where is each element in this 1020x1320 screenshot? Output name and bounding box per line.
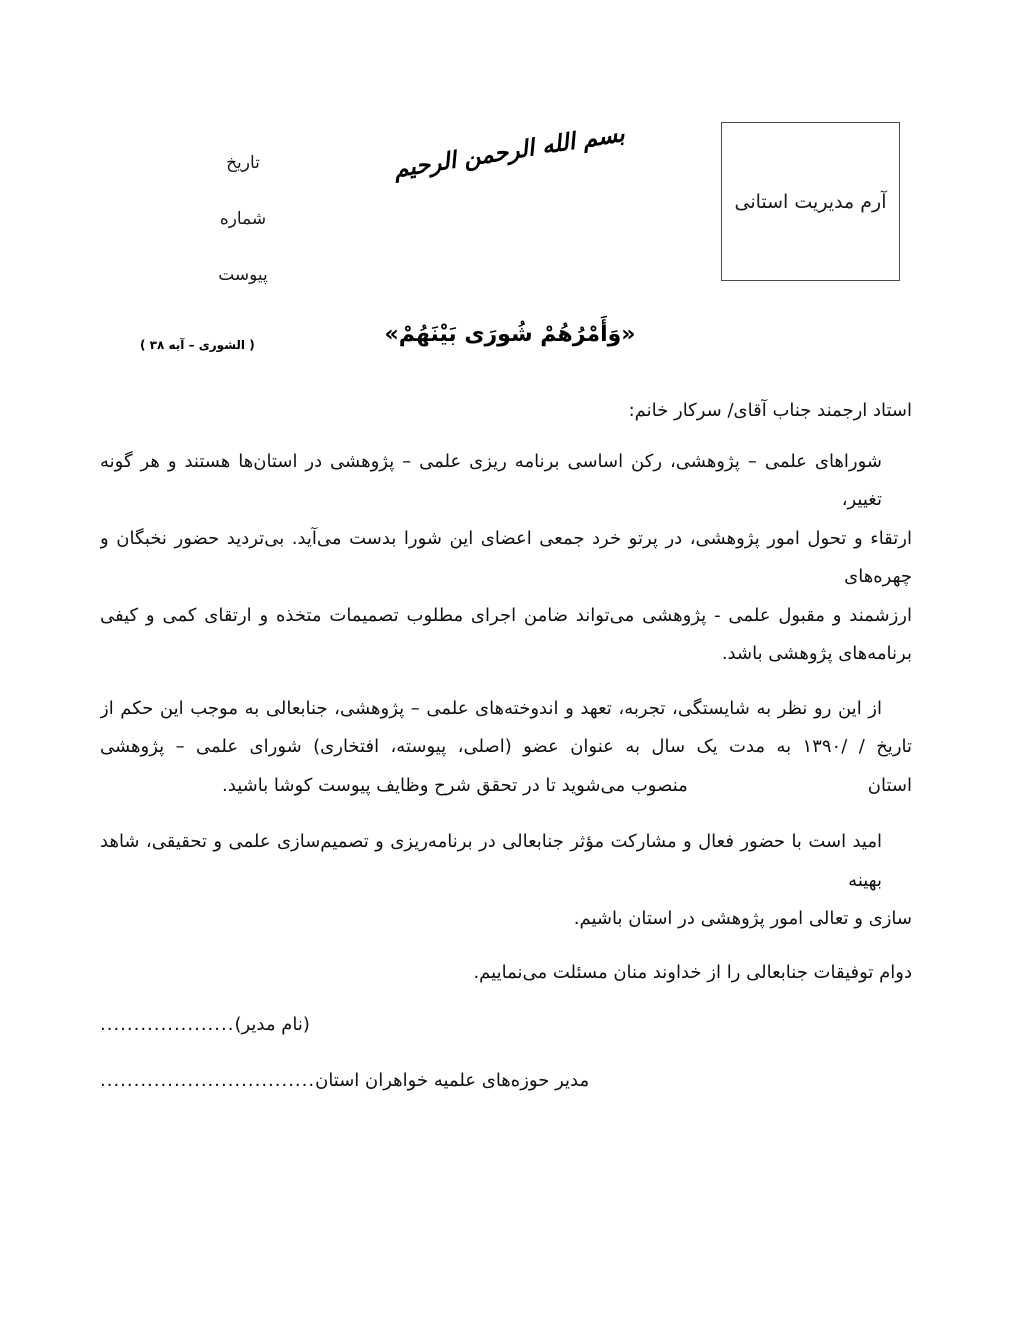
signature-title-label: مدیر حوزه‌های علمیه خواهران استان bbox=[315, 1069, 590, 1091]
signature-dots: ................................ bbox=[100, 1069, 316, 1091]
paragraph-hope bbox=[100, 823, 912, 939]
signature-name-label: (نام مدیر) bbox=[234, 1014, 310, 1035]
paragraph-councils bbox=[100, 443, 912, 674]
signature-name-line bbox=[100, 1006, 912, 1045]
date-label: تاریخ bbox=[226, 153, 260, 173]
paragraph-line: امید است با حضور فعال و مشارکت مؤثر جنابعالی در برنامه‌ریزی و تصمیم‌سازی علمی و تحقیقی، شاهد بهینه bbox=[100, 831, 882, 891]
paragraph-line: شوراهای علمی – پژوهشی، رکن اساسی برنامه ریزی علمی – پژوهشی در استان‌ها هستند و هر گونه تغییر، bbox=[100, 450, 882, 510]
appointment-text: منصوب می‌شوید تا در تحقق شرح وظایف پیوست کوشا باشید. bbox=[222, 774, 688, 796]
paragraph-line: ارزشمند و مقبول علمی - پژوهشی می‌تواند ضامن اجرای مطلوب تصمیمات متخذه و ارتقای کمی و کیفی bbox=[100, 604, 912, 626]
paragraph-line: تاریخ / /۱۳۹۰ به مدت یک سال به عنوان عضو (اصلی، پیوسته، افتخاری) شورای علمی – پژوهشی bbox=[100, 736, 912, 757]
bismillah-calligraphy: بسم الله الرحمن الرحیم bbox=[391, 120, 627, 184]
paragraph-line: از این رو نظر به شایستگی، تجربه، تعهد و اندوخته‌های علمی – پژوهشی، جنابعالی به موجب این حکم از bbox=[100, 697, 882, 719]
signature-title-line bbox=[100, 1062, 912, 1101]
paragraph-line: سازی و تعالی امور پژوهشی در استان باشیم. bbox=[573, 908, 912, 929]
paragraph-line: ارتقاء و تحول امور پژوهشی، در پرتو خرد جمعی اعضای این شورا بدست می‌آید. بی‌تردید حضور نخبگان و چهره‌های bbox=[100, 527, 912, 587]
prayer-line: دوام توفیقات جنابعالی را از خداوند منان مسئلت می‌نماییم. bbox=[473, 961, 912, 983]
verse-citation: ( الشوری – آیه ۳۸ ) bbox=[140, 338, 255, 352]
appointment-line bbox=[100, 767, 912, 806]
logo-placeholder-label: آرم مدیریت استانی bbox=[734, 190, 887, 213]
letter-body bbox=[100, 0, 912, 1100]
province-label: استان bbox=[867, 774, 912, 796]
paragraph-line: برنامه‌های پژوهشی باشد. bbox=[721, 643, 912, 664]
attachment-label: پیوست bbox=[218, 265, 268, 285]
quran-verse: «وَأَمْرُهُمْ شُورَى بَيْنَهُمْ» bbox=[384, 322, 636, 347]
signature-dots: .................... bbox=[100, 1014, 235, 1035]
paragraph-appointment bbox=[100, 690, 912, 806]
salutation-line: استاد ارجمند جناب آقای/ سرکار خانم: bbox=[628, 400, 912, 421]
number-label: شماره bbox=[219, 209, 267, 229]
